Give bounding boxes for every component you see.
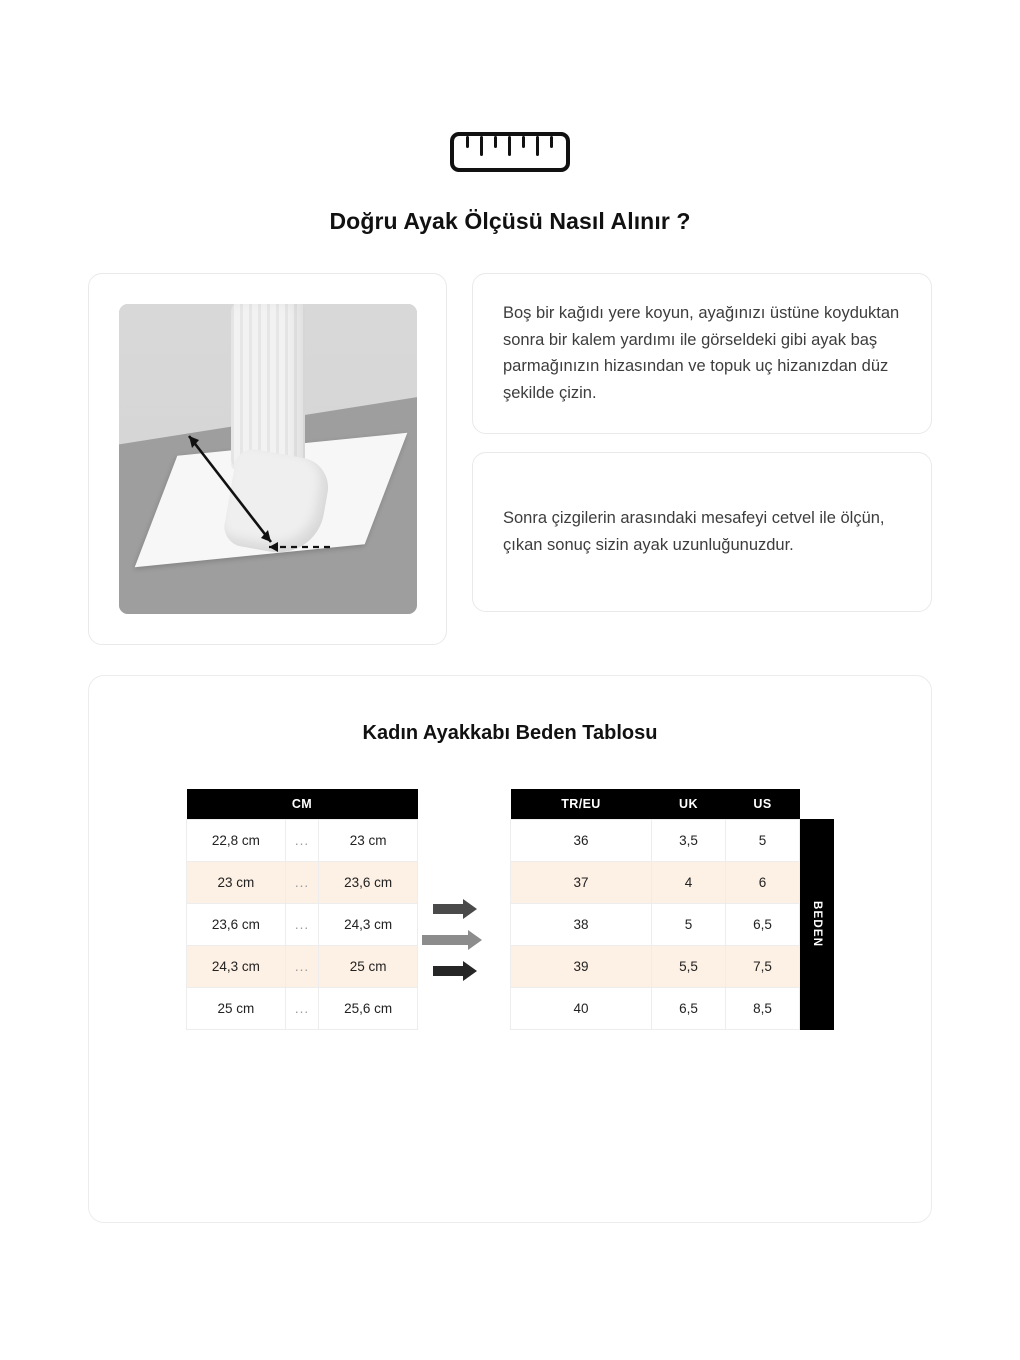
size-us: 8,5 xyxy=(725,987,799,1029)
cm-table-header: CM xyxy=(187,789,418,819)
illustration-card xyxy=(88,273,447,645)
size-uk: 5,5 xyxy=(651,945,725,987)
size-tr-eu: 38 xyxy=(511,903,652,945)
size-uk: 4 xyxy=(651,861,725,903)
size-table-card xyxy=(88,675,932,1223)
size-tr-eu: 39 xyxy=(511,945,652,987)
size-header-tr-eu: TR/EU xyxy=(511,789,652,819)
table-row xyxy=(187,945,418,987)
arrow-right-icon xyxy=(418,929,510,951)
cm-to: 25 cm xyxy=(319,945,418,987)
cm-from: 22,8 cm xyxy=(187,819,286,861)
table-row xyxy=(511,945,800,987)
table-row xyxy=(511,903,800,945)
size-uk: 5 xyxy=(651,903,725,945)
cm-to: 23,6 cm xyxy=(319,861,418,903)
beden-vertical-label xyxy=(800,819,834,1030)
table-row xyxy=(187,903,418,945)
cm-to: 25,6 cm xyxy=(319,987,418,1029)
cm-sep: ... xyxy=(285,945,318,987)
table-row xyxy=(511,819,800,861)
arrow-right-icon xyxy=(425,960,503,982)
size-uk: 3,5 xyxy=(651,819,725,861)
arrow-right-icon xyxy=(425,898,503,920)
size-table xyxy=(510,789,800,1030)
size-us: 6 xyxy=(725,861,799,903)
table-row xyxy=(187,861,418,903)
size-tr-eu: 40 xyxy=(511,987,652,1029)
instruction-text-column xyxy=(472,273,932,612)
foot-measurement-image xyxy=(119,304,417,614)
size-table-title: Kadın Ayakkabı Beden Tablosu xyxy=(362,722,658,744)
instruction-text-2: Sonra çizgilerin arasındaki mesafeyi cetvel ile ölçün, çıkan sonuç sizin ayak uzunluğunuzdur. xyxy=(503,509,885,554)
cm-from: 24,3 cm xyxy=(187,945,286,987)
beden-label-text: BEDEN xyxy=(811,901,823,948)
cm-to: 24,3 cm xyxy=(319,903,418,945)
measure-arrow-icon xyxy=(119,304,417,614)
cm-sep: ... xyxy=(285,819,318,861)
page-title: Doğru Ayak Ölçüsü Nasıl Alınır ? xyxy=(329,208,691,234)
size-uk: 6,5 xyxy=(651,987,725,1029)
size-tables-wrapper xyxy=(89,789,931,1030)
cm-sep: ... xyxy=(285,861,318,903)
table-row xyxy=(187,819,418,861)
ruler-icon-wrapper xyxy=(0,0,1020,172)
size-us: 5 xyxy=(725,819,799,861)
size-header-us: US xyxy=(725,789,799,819)
table-row xyxy=(187,987,418,1029)
size-tr-eu: 37 xyxy=(511,861,652,903)
instruction-text-1: Boş bir kağıdı yere koyun, ayağınızı üstüne koyduktan sonra bir kalem yardımı ile görseldeki gibi ayak baş parmağınızın hizasından ve topuk uç hizanızdan düz şekilde çizin. xyxy=(503,304,900,403)
size-table-wrapper xyxy=(510,789,834,1030)
cm-from: 25 cm xyxy=(187,987,286,1029)
size-us: 6,5 xyxy=(725,903,799,945)
size-us: 7,5 xyxy=(725,945,799,987)
cm-sep: ... xyxy=(285,987,318,1029)
cm-from: 23 cm xyxy=(187,861,286,903)
size-tr-eu: 36 xyxy=(511,819,652,861)
instruction-card-1 xyxy=(472,273,932,434)
instruction-card-2 xyxy=(472,452,932,612)
cm-from: 23,6 cm xyxy=(187,903,286,945)
cm-to: 23 cm xyxy=(319,819,418,861)
conversion-arrows xyxy=(418,836,510,982)
instructions-row xyxy=(0,273,1020,645)
size-header-uk: UK xyxy=(651,789,725,819)
cm-sep: ... xyxy=(285,903,318,945)
table-row xyxy=(511,861,800,903)
cm-table xyxy=(186,789,418,1030)
table-row xyxy=(511,987,800,1029)
ruler-icon xyxy=(450,132,570,172)
